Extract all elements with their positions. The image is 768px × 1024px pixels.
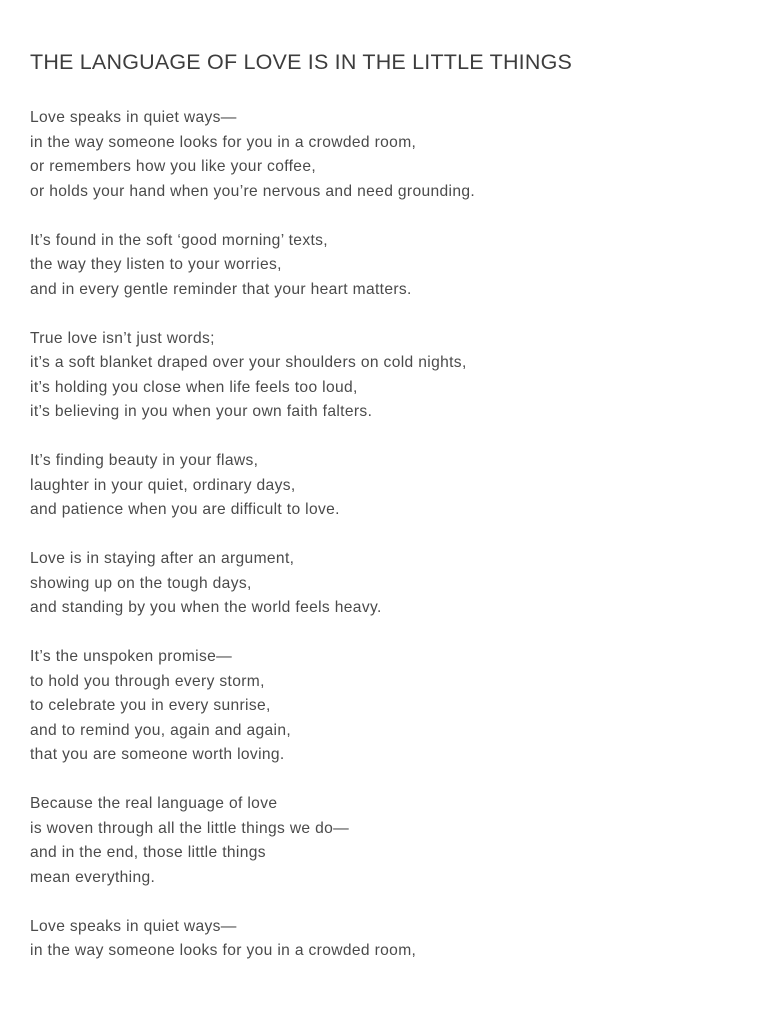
poem-line: it’s a soft blanket draped over your shoulders on cold nights, (30, 354, 467, 371)
poem-line: to celebrate you in every sunrise, (30, 697, 271, 714)
poem-line: or remembers how you like your coffee, (30, 158, 317, 175)
stanza-4 (30, 449, 738, 523)
stanza-8 (30, 915, 738, 964)
poem-line: Love is in staying after an argument, (30, 550, 295, 567)
poem-line: and patience when you are difficult to love. (30, 501, 340, 518)
poem-line: and standing by you when the world feels heavy. (30, 599, 382, 616)
poem-line: Love speaks in quiet ways— (30, 109, 237, 126)
poem-line: mean everything. (30, 868, 156, 886)
poem-line: and in the end, those little things (30, 844, 266, 861)
poem-line: it’s believing in you when your own faith falters. (30, 403, 373, 420)
stanza-7 (30, 792, 738, 890)
poem-line: and to remind you, again and again, (30, 721, 292, 739)
stanza-6 (30, 645, 738, 768)
poem-line: is woven through all the little things we do— (30, 819, 350, 837)
poem-line: in the way someone looks for you in a crowded room, (30, 133, 417, 151)
poem-line: to hold you through every storm, (30, 672, 265, 690)
stanza-5 (30, 547, 738, 621)
poem-line: True love isn’t just words; (30, 329, 215, 347)
poem-line: showing up on the tough days, (30, 574, 252, 592)
poem-line: Love speaks in quiet ways— (30, 917, 237, 935)
poem-line: in the way someone looks for you in a crowded room, (30, 942, 417, 959)
poem-line: Because the real language of love (30, 795, 278, 812)
poem-line: the way they listen to your worries, (30, 256, 282, 273)
poem-line: It’s the unspoken promise— (30, 648, 233, 665)
poem-body (30, 106, 738, 964)
poem-title: THE LANGUAGE OF LOVE IS IN THE LITTLE THINGS (30, 50, 573, 74)
poem-line: It’s found in the soft ‘good morning’ texts, (30, 231, 328, 249)
poem-line: It’s finding beauty in your flaws, (30, 452, 259, 469)
stanza-3 (30, 327, 738, 425)
poem-line: laughter in your quiet, ordinary days, (30, 476, 296, 494)
poem-line: or holds your hand when you’re nervous and need grounding. (30, 182, 476, 200)
poem-line: that you are someone worth loving. (30, 746, 285, 763)
stanza-2 (30, 229, 738, 303)
stanza-1 (30, 106, 738, 204)
poem-line: it’s holding you close when life feels too loud, (30, 378, 358, 396)
poem-line: and in every gentle reminder that your heart matters. (30, 280, 412, 298)
